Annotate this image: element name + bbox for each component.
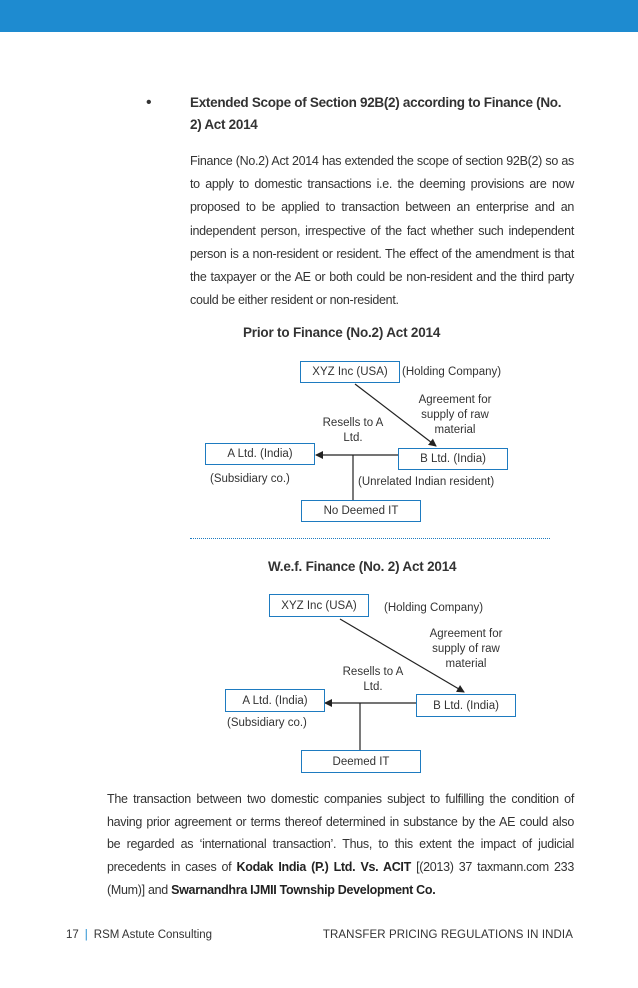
d1-subsidiary-label: (Subsidiary co.) [210, 473, 290, 485]
d1-agreement-label: Agreement for supply of raw material [418, 394, 492, 436]
d1-a-ltd-box: A Ltd. (India) [205, 443, 315, 465]
closing-text-2: [(2013) 37 taxmann.com 233 (Mum)] and [107, 860, 574, 897]
page-number: 17 [66, 929, 79, 941]
case-swarnandhra: Swarnandhra IJMII Township Development Co. [171, 882, 436, 897]
d1-unrelated-label: (Unrelated Indian resident) [358, 476, 495, 488]
firm-name: RSM Astute Consulting [93, 929, 213, 941]
d2-subsidiary-label: (Subsidiary co.) [227, 717, 307, 729]
d2-holding-label: (Holding Company) [384, 602, 484, 614]
bullet-marker: • [146, 94, 152, 111]
d2-agreement-label: Agreement for supply of raw material [429, 628, 503, 670]
diagram1-title: Prior to Finance (No.2) Act 2014 [243, 325, 441, 340]
d1-resells-label: Resells to A Ltd. [322, 417, 384, 444]
d2-result-box: Deemed IT [301, 750, 421, 773]
d2-xyz-box: XYZ Inc (USA) [269, 594, 369, 617]
diagram-divider [190, 538, 550, 539]
section-paragraph: Finance (No.2) Act 2014 has extended the scope of section 92B(2) so as to apply to domestic transactions i.e. the deeming provisions are now proposed to be applied to transaction between an enterprise and an independent person, irrespective of the fact whether such independent person is a non-resident or resident. The effect of the amendment is that the taxpayer or the AE or both could be non-resident and the third party could be either resident or non-resident. [190, 154, 574, 308]
d1-holding-label: (Holding Company) [402, 366, 502, 378]
footer-left [66, 929, 212, 941]
diagram2-title: W.e.f. Finance (No. 2) Act 2014 [268, 559, 457, 574]
case-kodak: Kodak India (P.) Ltd. Vs. ACIT [236, 860, 411, 875]
closing-text-1: The transaction between two domestic companies subject to fulfilling the condition of having prior agreement or terms thereof determined in substance by the AE could also be regarded as ‘international transaction’. Thus, to this extent the impact of judicial precedents in cases of [107, 792, 574, 875]
d2-a-ltd-box: A Ltd. (India) [225, 689, 325, 712]
d1-result-box: No Deemed IT [301, 500, 421, 522]
d1-b-ltd-box: B Ltd. (India) [398, 448, 508, 470]
d2-b-ltd-box: B Ltd. (India) [416, 694, 516, 717]
publication-title: TRANSFER PRICING REGULATIONS IN INDIA [322, 929, 573, 941]
d1-xyz-box: XYZ Inc (USA) [300, 361, 400, 383]
d2-resells-label: Resells to A Ltd. [342, 666, 404, 693]
closing-paragraph [107, 788, 574, 902]
section-heading: Extended Scope of Section 92B(2) according to Finance (No. 2) Act 2014 [190, 95, 562, 132]
footer-separator: | [84, 929, 88, 941]
